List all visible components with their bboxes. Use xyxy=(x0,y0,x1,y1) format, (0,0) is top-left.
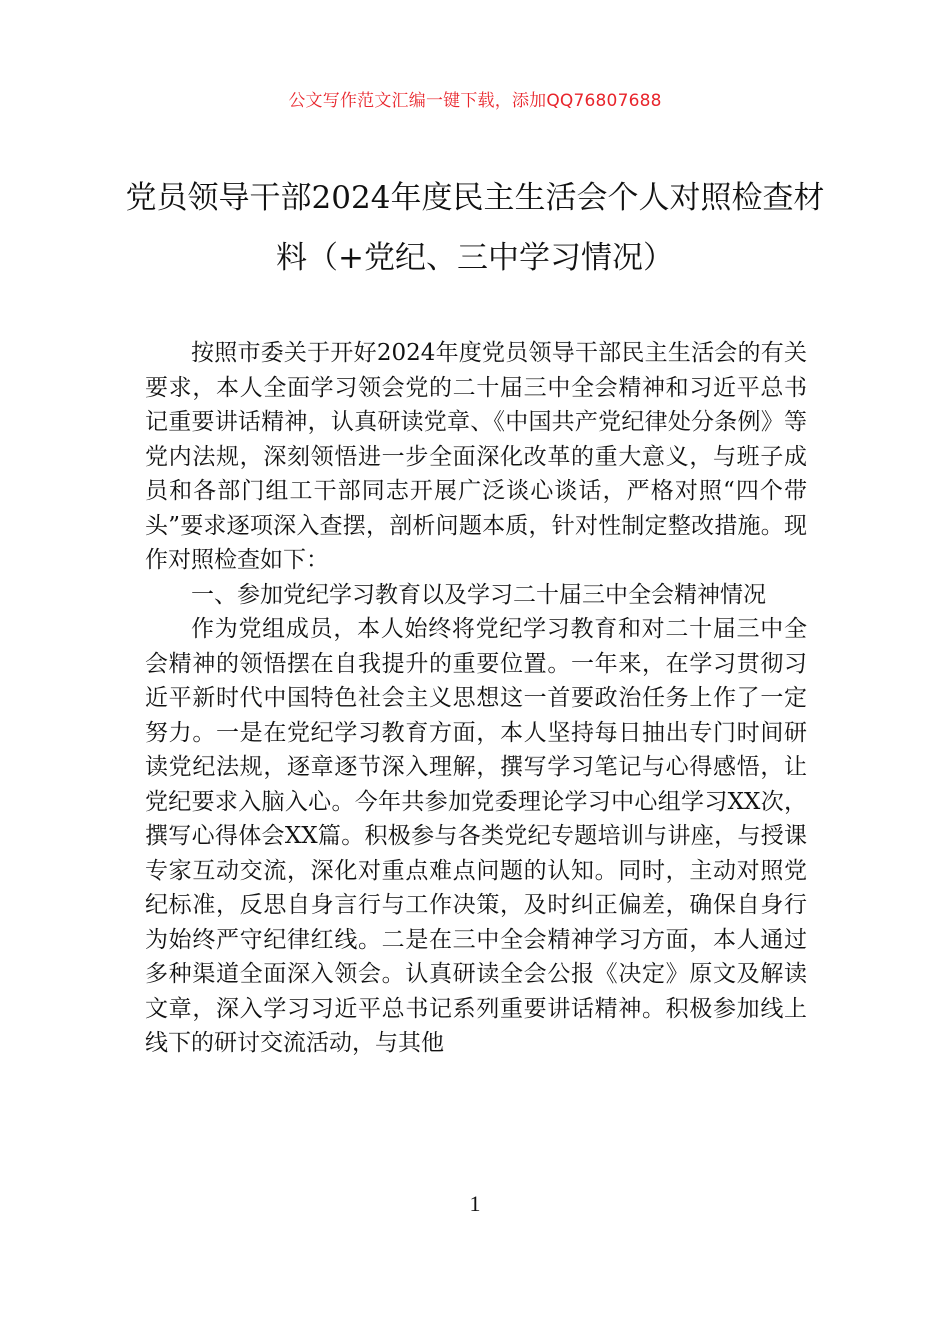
section-heading: 一、参加党纪学习教育以及学习二十届三中全会精神情况 xyxy=(191,581,766,608)
intro-paragraph: 按照市委关于开好2024年度党员领导干部民主生活会的有关要求，本人全面学习领会党的二十届三中全会精神和习近平总书记重要讲话精神，认真研读党章、《中国共产党纪律处分条例》等党内法规，深刻领悟进一步全面深化改革的重大意义，与班子成员和各部门组工干部同志开展广泛谈心谈话，严格对照“四个带头”要求逐项深入查摆，剖析问题本质，针对性制定整改措施。现作对照检查如下： xyxy=(145,340,807,573)
document-body xyxy=(145,336,807,1061)
page-number: 1 xyxy=(469,1191,481,1216)
document-title: 党员领导干部2024年度民主生活会个人对照检查材料（+党纪、三中学习情况） xyxy=(125,180,825,276)
body-paragraph: 作为党组成员，本人始终将党纪学习教育和对二十届三中全会精神的领悟摆在自我提升的重要位置。一年来，在学习贯彻习近平新时代中国特色社会主义思想这一首要政治任务上作了一定努力。一是在党纪学习教育方面，本人坚持每日抽出专门时间研读党纪法规，逐章逐节深入理解，撰写学习笔记与心得感悟，让党纪要求入脑入心。今年共参加党委理论学习中心组学习XX次，撰写心得体会XX篇。积极参与各类党纪专题培训与讲座，与授课专家互动交流，深化对重点难点问题的认知。同时，主动对照党纪标准，反思自身言行与工作决策，及时纠正偏差，确保自身行为始终严守纪律红线。二是在三中全会精神学习方面，本人通过多种渠道全面深入领会。认真研读全会公报《决定》原文及解读文章，深入学习习近平总书记系列重要讲话精神。积极参加线上线下的研讨交流活动，与其他 xyxy=(145,616,807,1056)
promo-banner-text: 公文写作范文汇编一键下载，添加QQ76807688 xyxy=(288,91,662,111)
